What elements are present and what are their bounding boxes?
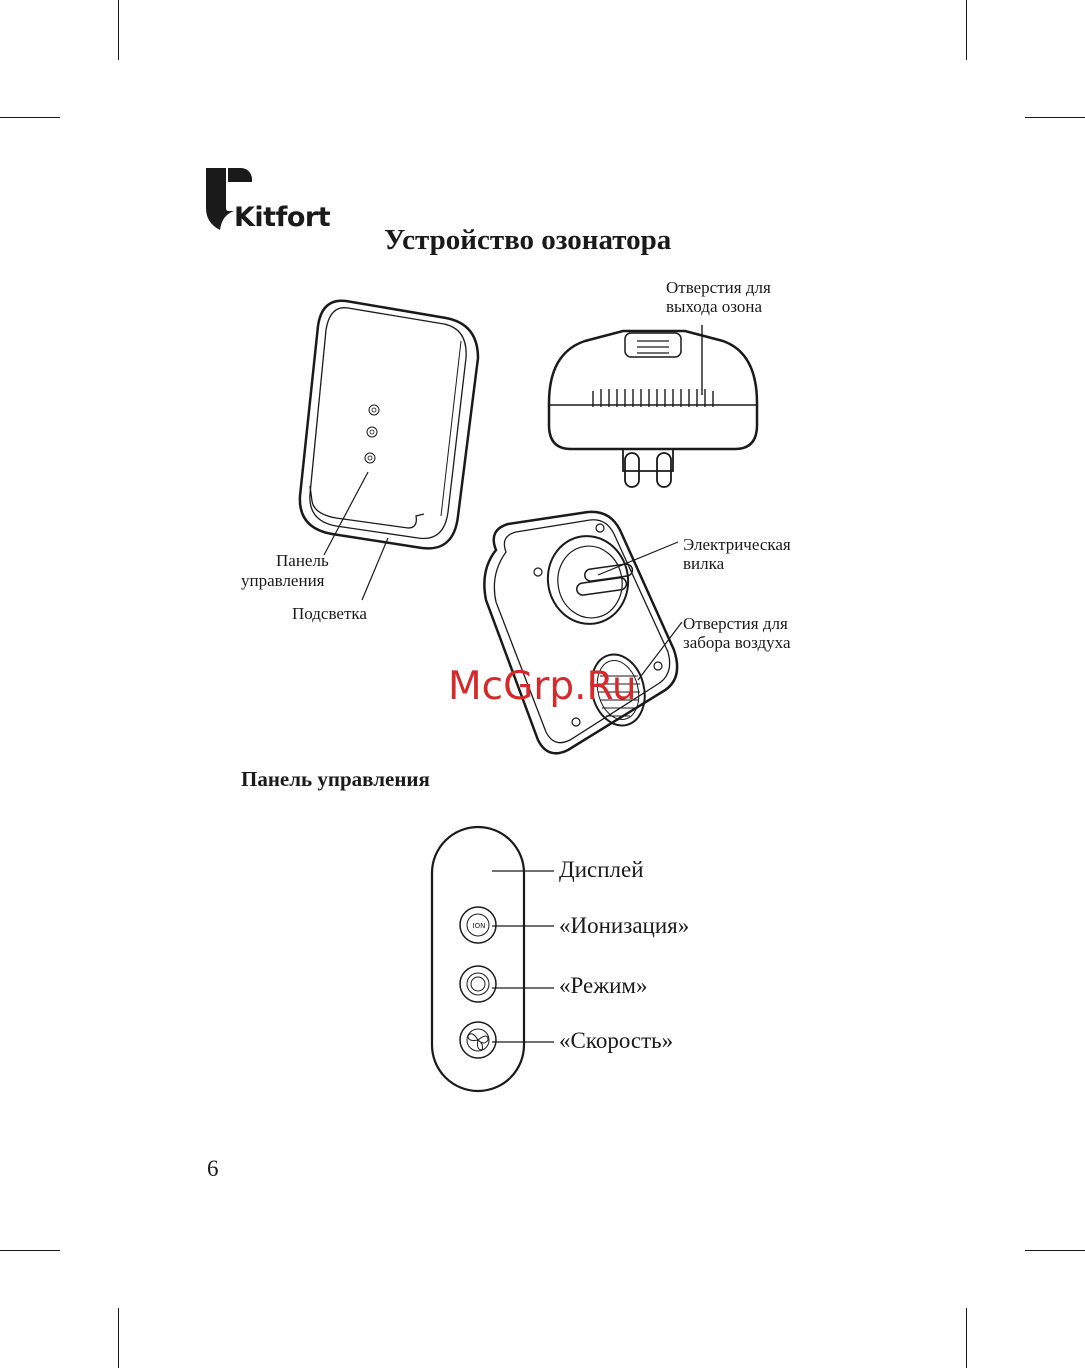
page-number: 6 bbox=[207, 1156, 219, 1181]
crop-mark bbox=[1025, 117, 1085, 118]
watermark: McGrp.Ru bbox=[448, 664, 637, 709]
control-panel-diagram bbox=[428, 824, 558, 1094]
label-control-panel-line1: Панель bbox=[276, 551, 329, 570]
label-mode-button: «Режим» bbox=[559, 973, 648, 998]
crop-mark bbox=[1025, 1250, 1085, 1251]
label-air-intake-line1: Отверстия для bbox=[683, 614, 788, 633]
brand-name: Kitfort bbox=[234, 202, 331, 233]
ozonator-back-illustration bbox=[478, 510, 708, 770]
crop-mark bbox=[0, 1250, 60, 1251]
label-display: Дисплей bbox=[559, 857, 644, 882]
label-backlight: Подсветка bbox=[292, 604, 367, 623]
label-air-intake-line2: забора воздуха bbox=[683, 633, 791, 652]
leader-lines-front bbox=[300, 460, 500, 620]
ion-icon bbox=[470, 919, 488, 933]
crop-mark bbox=[966, 1308, 967, 1368]
crop-mark bbox=[0, 117, 60, 118]
label-ozone-outlet-line2: выхода озона bbox=[666, 297, 763, 316]
page-title: Устройство озонатора bbox=[384, 224, 672, 256]
crop-mark bbox=[118, 1308, 119, 1368]
ion-icon-text: ION bbox=[472, 922, 486, 930]
label-ozone-outlet-line1: Отверстия для bbox=[666, 278, 771, 297]
label-plug-line2: вилка bbox=[683, 554, 725, 573]
brand-logo bbox=[206, 168, 346, 232]
label-ionization-button: «Ионизация» bbox=[559, 913, 690, 938]
section-title-control-panel: Панель управления bbox=[241, 767, 430, 791]
crop-mark bbox=[966, 0, 967, 60]
label-control-panel-line2: управления bbox=[241, 571, 325, 590]
label-plug-line1: Электрическая bbox=[683, 535, 791, 554]
ozonator-side-illustration bbox=[545, 325, 765, 495]
label-speed-button: «Скорость» bbox=[559, 1028, 674, 1053]
crop-mark bbox=[118, 0, 119, 60]
